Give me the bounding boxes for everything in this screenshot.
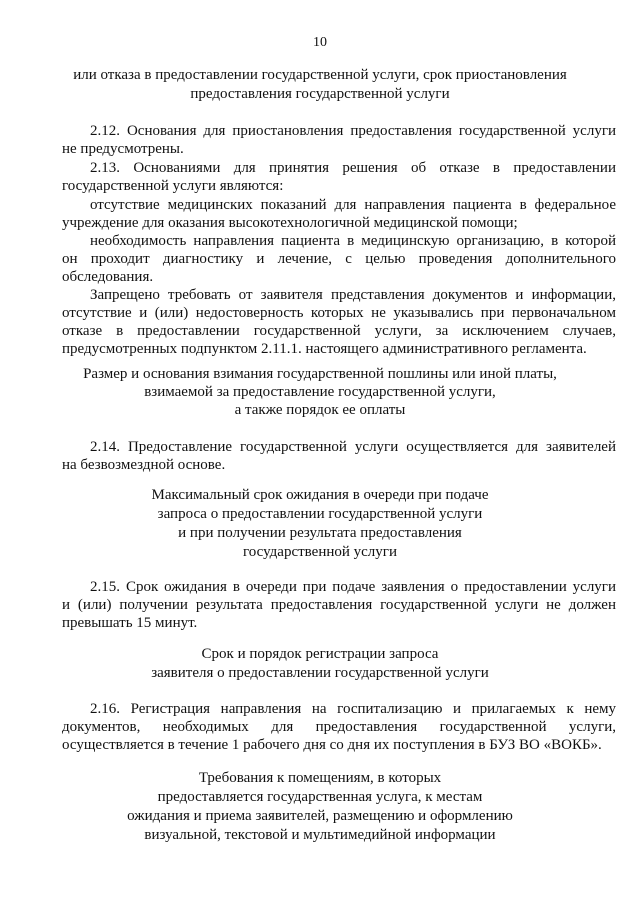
- paragraph-line: 2.15. Срок ожидания в очереди при подаче заявления о предоставлении услуги: [90, 579, 616, 595]
- section-heading-line: или отказа в предоставлении государственной услуги, срок приостановления: [73, 67, 567, 83]
- section-heading-line: и при получении результата предоставления: [178, 525, 462, 541]
- section-heading-line: Размер и основания взимания государственной пошлины или иной платы,: [83, 366, 557, 382]
- paragraph-line: отказе в предоставлении государственной услуги, за исключением случаев,: [62, 323, 616, 339]
- paragraph-line: на безвозмездной основе.: [62, 457, 226, 473]
- section-heading-line: государственной услуги: [243, 544, 397, 560]
- page-number: 10: [313, 35, 327, 50]
- section-heading-line: ожидания и приема заявителей, размещению и оформлению: [127, 808, 513, 824]
- section-heading-line: Требования к помещениям, в которых: [198, 770, 442, 786]
- paragraph-line: 2.16. Регистрация направления на госпитализацию и прилагаемых к нему: [90, 701, 616, 717]
- paragraph-line: и (или) получении результата предоставления государственной услуги не должен: [62, 597, 616, 613]
- paragraph-line: не предусмотрены.: [62, 141, 184, 157]
- paragraph-line: осуществляется в течение 1 рабочего дня со дня их поступления в БУЗ ВО «ВОКБ».: [62, 737, 602, 753]
- paragraph-line: 2.14. Предоставление государственной услуги осуществляется для заявителей: [90, 439, 616, 455]
- paragraph-line: государственной услуги являются:: [62, 178, 284, 194]
- paragraph-line: 2.13. Основаниями для принятия решения об отказе в предоставлении: [90, 160, 616, 176]
- paragraph-line: превышать 15 минут.: [62, 615, 198, 631]
- section-heading-line: заявителя о предоставлении государственной услуги: [151, 665, 489, 681]
- section-heading-line: Максимальный срок ожидания в очереди при подаче: [151, 487, 489, 503]
- paragraph-line: Запрещено требовать от заявителя представления документов и информации,: [90, 287, 616, 303]
- paragraph-line: документов, необходимых для предоставления государственной услуги,: [62, 719, 616, 735]
- section-heading-line: визуальной, текстовой и мультимедийной информации: [144, 827, 496, 843]
- paragraph-line: отсутствие и (или) недостоверность которых не указывались при первоначальном: [62, 305, 616, 321]
- paragraph-line: учреждение для оказания высокотехнологичной медицинской помощи;: [62, 215, 518, 231]
- paragraph-line: 2.12. Основания для приостановления предоставления государственной услуги: [90, 123, 616, 139]
- paragraph-line: отсутствие медицинских показаний для направления пациента в федеральное: [90, 197, 616, 213]
- section-heading-line: запроса о предоставлении государственной услуги: [157, 506, 483, 522]
- section-heading-line: а также порядок ее оплаты: [234, 402, 406, 418]
- section-heading-line: взимаемой за предоставление государственной услуги,: [144, 384, 496, 400]
- paragraph-line: обследования.: [62, 269, 154, 285]
- paragraph-line: предусмотренных подпунктом 2.11.1. настоящего административного регламента.: [62, 341, 587, 357]
- paragraph-line: необходимость направления пациента в медицинскую организацию, в которой: [90, 233, 616, 249]
- paragraph-line: он проходит диагностику и лечение, с целью проведения дополнительного: [62, 251, 616, 267]
- section-heading-line: Срок и порядок регистрации запроса: [201, 646, 439, 662]
- section-heading-line: предоставления государственной услуги: [190, 86, 450, 102]
- section-heading-line: предоставляется государственная услуга, к местам: [157, 789, 483, 805]
